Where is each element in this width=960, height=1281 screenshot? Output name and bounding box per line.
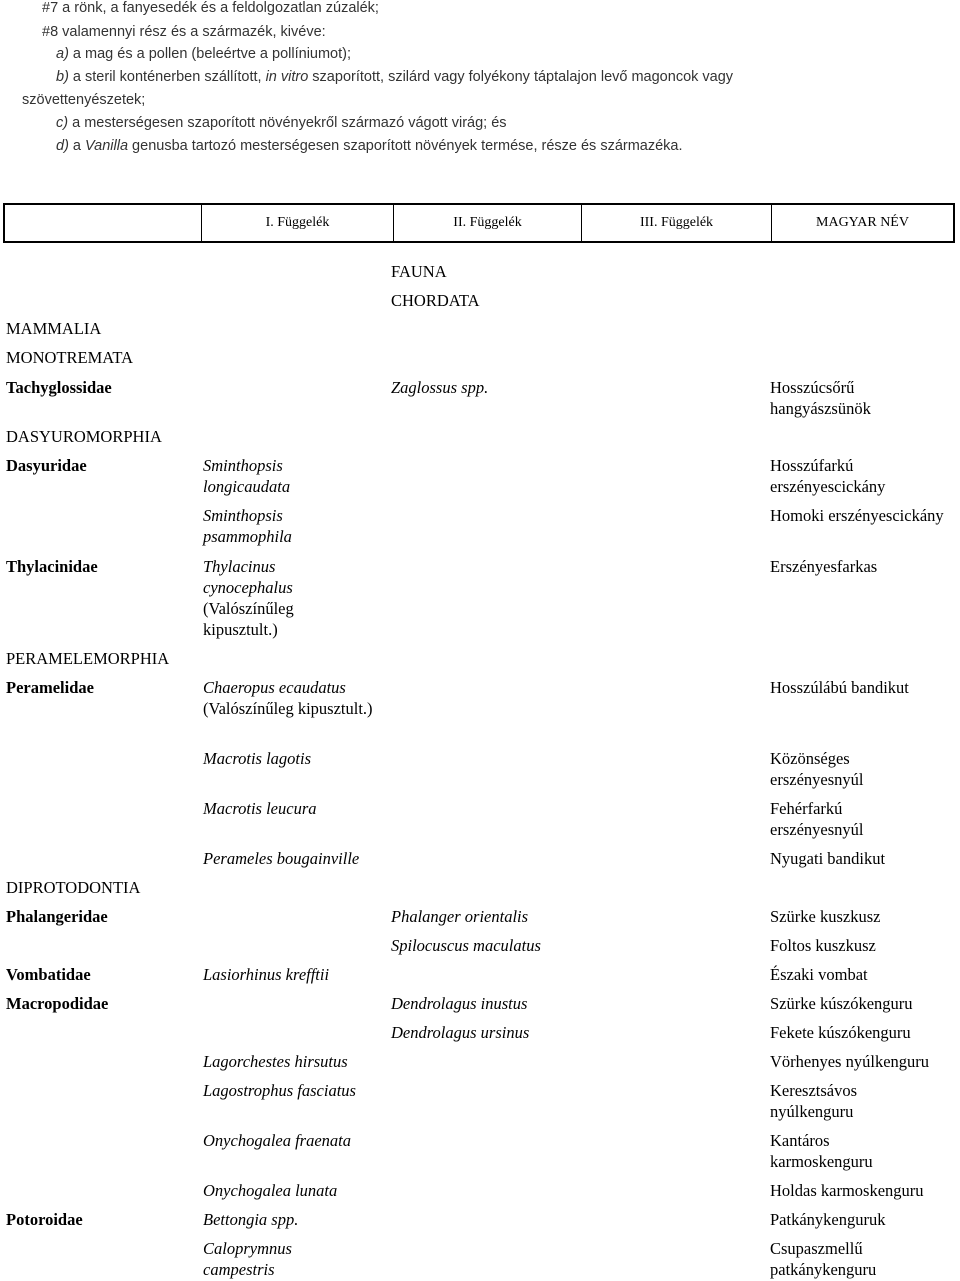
appendix-1-species: Perameles bougainville (203, 849, 360, 868)
hungarian-name: Fekete kúszókenguru (770, 1023, 911, 1042)
intro-item-a: a) a mag és a pollen (beleértve a pollíniumot); (56, 46, 352, 62)
appendix-2-species: Zaglossus spp. (391, 378, 489, 397)
intro-item-d: d) a Vanilla genusba tartozó mesterségesen szaporított növények termése, része és származéka. (56, 138, 683, 154)
hungarian-name: Csupaszmellű patkánykenguru (770, 1239, 877, 1279)
hungarian-name: Közönséges erszényesnyúl (770, 749, 864, 789)
appendix-2-species: Dendrolagus ursinus (391, 1023, 530, 1042)
appendix-1-species: Macrotis leucura (203, 799, 317, 818)
appendix-1-species: Bettongia spp. (203, 1210, 299, 1229)
appendix-1-species: Caloprymnus campestris (203, 1239, 292, 1279)
hungarian-name: Hosszúlábú bandikut (770, 678, 909, 697)
extinct-note: (Valószínűleg kipusztult.) (203, 699, 373, 718)
hungarian-name: Kantáros karmoskenguru (770, 1131, 873, 1171)
header-hungarian-name: MAGYAR NÉV (771, 205, 953, 241)
header-appendix-1: I. Függelék (201, 205, 393, 241)
intro-item-b: b) a steril konténerben szállított, in vitro szaporított, szilárd vagy folyékony táptalajon levő magoncok vagy (56, 69, 734, 85)
family-name: Dasyuridae (6, 456, 87, 475)
header-appendix-2: II. Függelék (393, 205, 581, 241)
intro-line-8: #8 valamennyi rész és a származék, kivéve: (42, 24, 326, 40)
hungarian-name: Keresztsávos nyúlkenguru (770, 1081, 858, 1121)
appendix-1-species: Chaeropus ecaudatus (Valószínűleg kipusztult.) (203, 678, 373, 718)
appendix-1-species: Onychogalea lunata (203, 1181, 338, 1200)
hungarian-name: Homoki erszényescickány (770, 506, 944, 525)
family-name: Vombatidae (6, 965, 91, 984)
hungarian-name: Szürke kúszókenguru (770, 994, 913, 1013)
intro-item-b-cont: szövettenyészetek; (22, 92, 146, 108)
appendix-2-species: Dendrolagus inustus (391, 994, 528, 1013)
appendix-1-species: Thylacinus cynocephalus (Valószínűleg kipusztult.) (203, 557, 294, 639)
intro-line-7: #7 a rönk, a fanyesedék és a feldolgozatlan zúzalék; (42, 0, 379, 16)
hungarian-name: Patkánykenguruk (770, 1210, 886, 1229)
hungarian-name: Fehérfarkú erszényesnyúl (770, 799, 864, 839)
appendix-1-species: Lagostrophus fasciatus (203, 1081, 356, 1100)
appendix-1-species: Lasiorhinus krefftii (203, 965, 330, 984)
hungarian-name: Hosszúcsőrű hangyászsünök (770, 378, 871, 418)
appendix-1-species: Sminthopsis longicaudata (203, 456, 291, 496)
family-name: Phalangeridae (6, 907, 108, 926)
hungarian-name: Szürke kuszkusz (770, 907, 881, 926)
header-appendix-3: III. Függelék (581, 205, 771, 241)
hungarian-name: Nyugati bandikut (770, 849, 886, 868)
appendix-header-table (3, 203, 955, 243)
family-name: Tachyglossidae (6, 378, 112, 397)
hungarian-name: Északi vombat (770, 965, 868, 984)
hungarian-name: Foltos kuszkusz (770, 936, 876, 955)
appendix-1-species: Lagorchestes hirsutus (203, 1052, 348, 1071)
hungarian-name: Erszényesfarkas (770, 557, 878, 576)
hungarian-name: Hosszúfarkú erszényescickány (770, 456, 886, 496)
appendix-1-species: Onychogalea fraenata (203, 1131, 352, 1150)
family-name: Thylacinidae (6, 557, 98, 576)
hungarian-name: Vörhenyes nyúlkenguru (770, 1052, 930, 1071)
appendix-1-species: Sminthopsis psammophila (203, 506, 292, 546)
family-name: Macropodidae (6, 994, 109, 1013)
header-empty-cell (5, 205, 201, 241)
appendix-2-species: Spilocuscus maculatus (391, 936, 541, 955)
family-name: Potoroidae (6, 1210, 83, 1229)
appendix-2-species: Phalanger orientalis (391, 907, 529, 926)
appendix-1-species: Macrotis lagotis (203, 749, 312, 768)
hungarian-name: Holdas karmoskenguru (770, 1181, 924, 1200)
intro-item-c: c) a mesterségesen szaporított növényekről származó vágott virág; és (56, 115, 507, 131)
extinct-note: (Valószínűleg kipusztult.) (203, 599, 294, 639)
family-name: Peramelidae (6, 678, 94, 697)
